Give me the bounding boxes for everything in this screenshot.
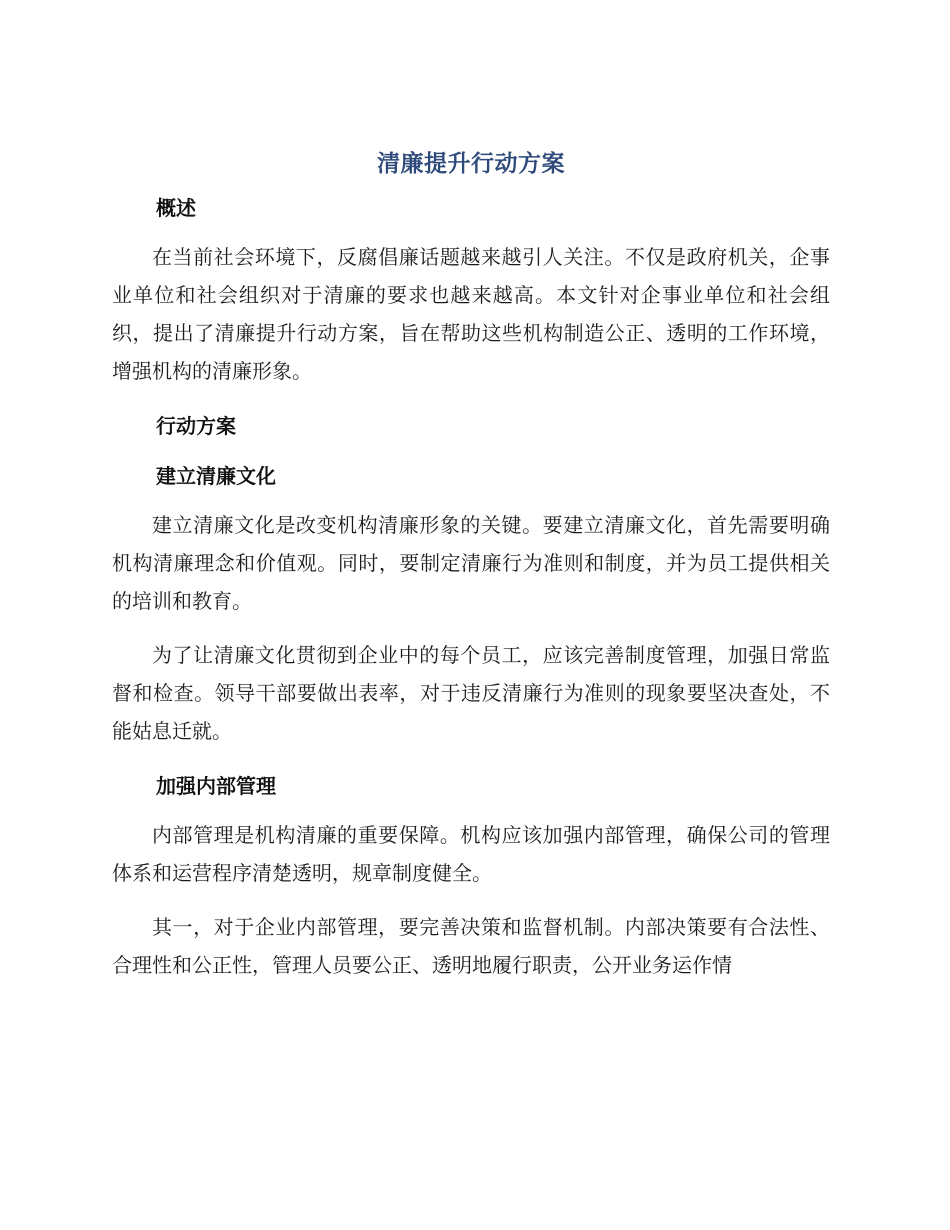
heading-build-culture: 建立清廉文化 (156, 464, 276, 488)
spacer (112, 892, 830, 908)
spacer (112, 490, 830, 506)
heading-overview: 概述 (156, 196, 196, 220)
document-body (112, 140, 830, 984)
paragraph-culture-2: 为了让清廉文化贯彻到企业中的每个员工，应该完善制度管理，加强日常监督和检查。领导干部要做出表率，对于违反清廉行为准则的现象要坚决查处，不能姑息迁就。 (112, 643, 830, 743)
spacer (112, 800, 830, 816)
spacer (112, 390, 830, 412)
spacer (112, 620, 830, 636)
spacer (112, 440, 830, 462)
paragraph-management-1: 内部管理是机构清廉的重要保障。机构应该加强内部管理，确保公司的管理体系和运营程序清楚透明，规章制度健全。 (112, 823, 830, 885)
paragraph-management-2: 其一，对于企业内部管理，要完善决策和监督机制。内部决策要有合法性、合理性和公正性，管理人员要公正、透明地履行职责，公开业务运作情 (112, 915, 830, 977)
paragraph-culture-1: 建立清廉文化是改变机构清廉形象的关键。要建立清廉文化，首先需要明确机构清廉理念和价值观。同时，要制定清廉行为准则和制度，并为员工提供相关的培训和教育。 (112, 513, 830, 613)
document-title: 清廉提升行动方案 (377, 151, 565, 177)
spacer (112, 222, 830, 238)
paragraph-overview: 在当前社会环境下，反腐倡廉话题越来越引人关注。不仅是政府机关，企事业单位和社会组织对于清廉的要求也越来越高。本文针对企事业单位和社会组织，提出了清廉提升行动方案，旨在帮助这些机构制造公正、透明的工作环境，增强机构的清廉形象。 (112, 245, 830, 383)
spacer (112, 750, 830, 772)
heading-action-plan: 行动方案 (156, 414, 236, 438)
heading-internal-management: 加强内部管理 (156, 774, 276, 798)
